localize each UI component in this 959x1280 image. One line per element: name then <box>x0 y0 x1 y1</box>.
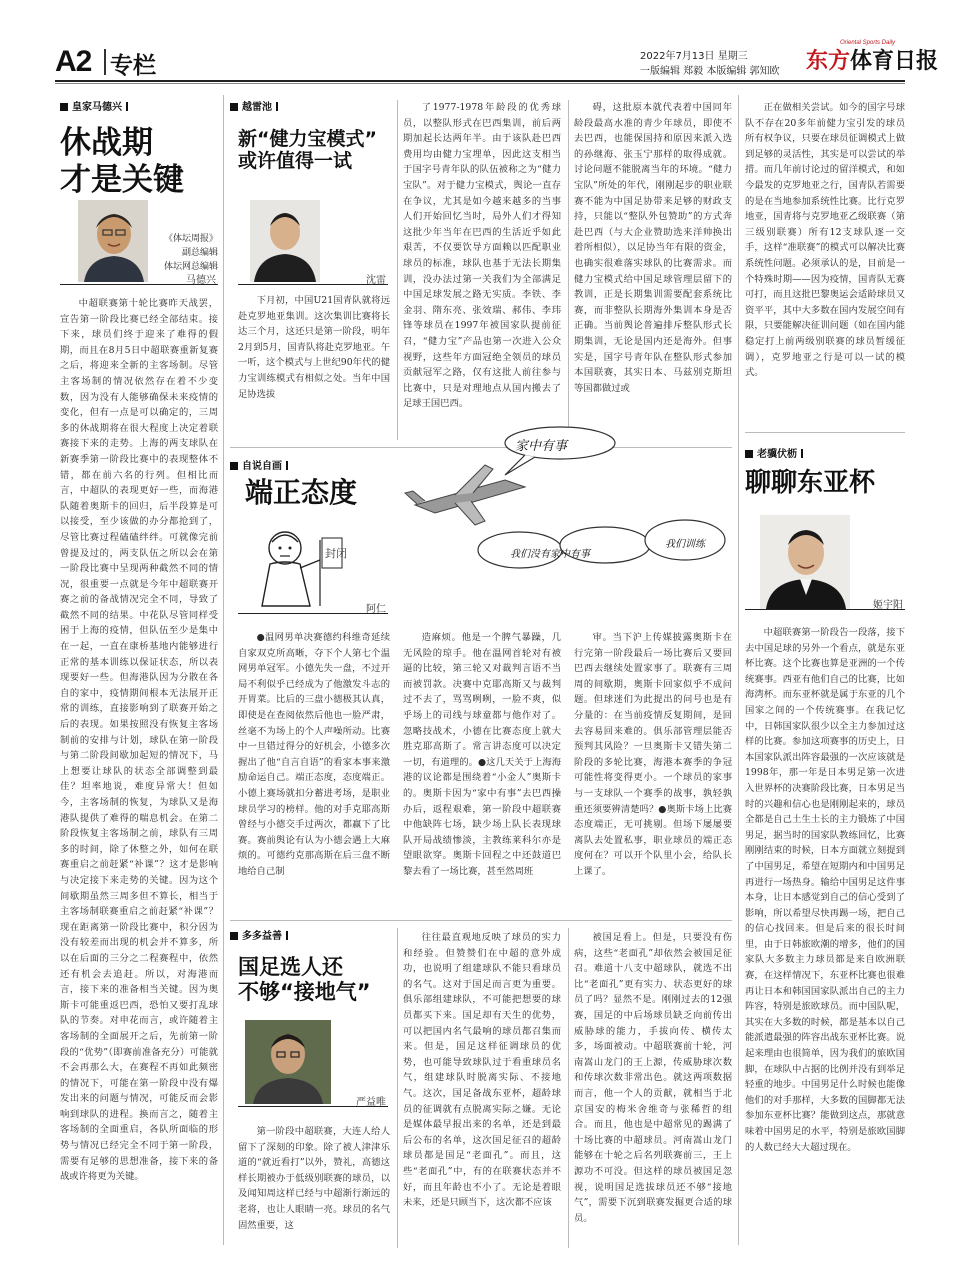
article-text: ●温网男单决赛德约科维奇延续自家双克所高晰，夺下个人第七个温网男单冠军。小德先失一盘，不过开局不利似乎已经成为了他激发斗志的开胃菜。比后的三盘小德极其认真，即使是在查阅依然后他也一脸严肃，丝毫不为场上的个人声噪所动。比赛中一旦错过得分的好机会，小德多次握出了他“自言自语”的看家本事来激励命运自己。端正态度，态度端正。小德上赛场就扣分蓄进考场，是职业球员学习的榜样。他的对手克耶高斯曾经与小德交手过两次，都赢下了比赛。赛前舆论有认为小德会遇上大麻烦的。可德约克那高斯在后三盘不断地给自己制 <box>238 632 390 877</box>
column-tag-label: 越雷池 <box>242 102 272 113</box>
editors-line: 一版编辑 郑毅 本版编辑 郭知欧 <box>640 66 780 77</box>
author-photo-yan <box>245 1020 331 1104</box>
cartoon-figure <box>240 520 390 610</box>
article-body-2a <box>238 293 390 443</box>
article-body-3a <box>238 630 390 920</box>
author-photo-shen <box>250 200 320 282</box>
article-text: 中超联赛第一阶段告一段落，接下去中国足球的另外一个看点，就是东亚杯比赛。这个比赛也算是亚洲的一个传统赛事。西亚有他们自己的比赛，比如海湾杯。而东亚杯就是属于东亚的几个国家之间的一个传统赛事。在我记忆中，日韩国家队很少以全主力参加过这样的比赛。参加这项赛事的历史上，日本国家队派出阵容最强的一次应该就是1998年，那一年是日本男足第一次进入世界杯的决赛阶段比赛，日本男足当时的兴趣和信心也是刚刚起来的，球员全都是自己土生土长的主力锻炼了中国男足，据当时的国家队教练回忆，比赛刚刚结束的时候，日本方面就立刻提到了中国男足，希望在短期内和中国男足再进行一场热身。输给中国男足这件事本身，让日本感觉到自己的信心受到了影响，所以希望尽快再踢一场，把自己的信心找回来。但是后来的很长时间里，由于日韩旅欧潮的增多，他们的国家队大多数主力球员都是来自欧洲联赛，在这样情况下，东亚杯比赛也很难再让日本和韩国国家队派出自己的主力阵容，特别是旅欧球员。而中国队呢，其实在大多数的时候，都是基本以自己能派遣最强的阵容出战东亚杯比赛。说起来理由也很简单，因为我们的旅欧国脚，在球队中占据的比例并没有到举足轻重的地步。中国男足什么时候也能像他们的对手那样，大多数的国脚都无法参加东亚杯比赛？能做到这点，那就意味着中国男足的水平，特别是旅欧国脚的人数已经大大超过现在。 <box>745 627 905 1153</box>
author-name: 姬宇阳 <box>873 600 903 611</box>
article-body-2c <box>574 100 732 440</box>
article-text: 第一阶段中超联赛，大连人给人留下了深刻的印象。除了被人津津乐道的“就近看打”以外，赞礼，高德这样长期被办于低级别联赛的球员，以及闻知周这样已经与中超渐行渐远的老将，也让人眼睛一亮。球员的名气固然重要，这 <box>238 1126 390 1231</box>
section-divider-2 <box>230 920 732 921</box>
title-line: 国足选人还 <box>238 955 343 979</box>
bubble-text-1: 家中有事 <box>515 439 568 454</box>
section-divider-3 <box>745 432 905 433</box>
article-body-3c <box>574 630 732 920</box>
subcolumn-divider-c <box>397 928 398 1248</box>
article-text: 往往最直观地反映了球员的实力和经验。但赞赞们在中超的意外成功，也说明了组建球队不能只看球员的名气。这对于国足而言更为重要。俱乐部组建球队，不可能把想要的球员都买下来。国足却有天生的优势，可以把国内名气最响的球员都召集而来。但是，国足这样征调球员的优势，也可能导致球队过于看重球员名气，组建球队时脱离实际、不接地气。这次，国足备战东亚杯，超龄球员的征调就有点脱离实际之嫌。无论是媒体最早报出来的名单，还是到最后公布的名单，这次国足征召的超龄球员都是国足“老面孔”。而且，这些“老面孔”中，有的在联赛状态并不好，而且年龄也不小了。无论是着眼未来，还是只顾当下，这次都不应该 <box>403 932 561 1209</box>
column-tag-label: 自说自画 <box>242 461 282 472</box>
article-title-2 <box>238 128 377 173</box>
article-body-5 <box>745 625 905 1245</box>
column-divider-1 <box>223 95 224 1245</box>
issue-date: 2022年7月13日 星期三 <box>640 51 748 62</box>
article-title-4 <box>238 955 371 1005</box>
portrait-illustration <box>78 200 148 282</box>
column-tag-duoduo <box>230 927 288 942</box>
tag-bar <box>276 102 278 111</box>
cartoon-sign: 封闭 <box>325 547 347 560</box>
caption-line: 体坛网总编辑 <box>163 262 218 272</box>
article-text: 正在做相关尝试。如今的国字号球队不存在20多年前健力宝引发的球员所有权争议，只要在球员征调模式上做到足够的灵活性，其实是可以尝试的举措。而几年前讨论过的留洋模式，和如今最发的克罗地亚之行，国青队若需要的是在当地参加系统性比赛。比行克罗地亚，国青将与克罗地亚乙级联赛（第三级别联赛）所有12支球队逐一交手，这样“准联赛”的模式可以解决比赛系统性问题。必须承认的是，目前是一个特殊时期——因为疫情，国青队无赛可打，而且这批巴黎奥运会适龄球员又资平平，其中大多数在国内发展空间有限，只要能解决征训问题（如在国内能稳定打上前两级别联赛的球员暂缓征调），克罗地亚之行是可以一试的模式。 <box>745 102 905 379</box>
page-number: A2 <box>55 45 92 78</box>
column-tag-label: 老骥伏枥 <box>757 449 797 460</box>
column-tag-laoji <box>745 445 803 460</box>
article-body-4c <box>574 930 732 1247</box>
logo-subtitle: Oriental Sports Daily <box>840 40 896 46</box>
column-tag-leichi <box>230 98 278 113</box>
tag-bar <box>126 102 128 111</box>
column-tag-label: 多多益善 <box>242 931 282 942</box>
bubble-text-2: 我们没有家中有事 <box>510 549 590 560</box>
article-body-3b <box>403 630 561 920</box>
author-name: 沈雷 <box>366 275 386 286</box>
article-body-1 <box>60 296 218 1244</box>
column-tag-label: 皇家马德兴 <box>72 102 122 113</box>
article-text: 中超联赛第十轮比赛昨天战罢，宣告第一阶段比赛已经全部结束。接下来，球员们终于迎来了难得的假期，而且在8月5日中超联赛重新复赛之后，将迎来全新的主客场制。尽管主客场制的情况依然存在着不少变数，因为没有人能够确保未来疫情的变化，但有一点是可以确定的，三周多的休战期将在很大程度上决定着联赛接下来的走势。上海的两支球队在新赛季第一阶段比赛中的表现整体不错，都在前六名的行列。但相比而言，中超队的表现更好一些，而海港队随着奥斯卡的回归，后半段算是可以接受，至少该做的办分都抢到了，尽管比赛过程磕磕绊绊。可就像完前曾提及过的，两支队伍之所以会在第一阶段比赛中呈现两种截然不同的情况，很重要一点就是今年中超联赛开赛之前的备战情况完全不同，导致了截然不同的结果。中花队尽管同样受困于上海的疫情，但队伍至少是集中在一起，一直在康桥基地内能够进行正常的基本训练以保证状态，所以表现要好一些。但海港队因为分散在各自的家中，疫情期间根本无法展开正常的训练，直接影响到了联赛开始之后的表现。如果按照没有恢复主客场制前的安排与计划，球队在第一阶段与第二阶段间歇加起短的情况下，马上想要让球队的状态全部调整到最佳？坦率地说，难度异常大！但如今，主客场制的恢复，为球队又是海港队提供了难得的喘息机会。在第二阶段恢复主客场制之前，球队有三周多的时间，除了休整之外，如何在联赛重启之前赶紧“补课”？这才是影响与决定接下来走势的关键。因为这个间歇期虽然三周多但不算长，相当于主客场制联赛重启之前赶紧“补课”？现在距离第一阶段比赛中，积分因为没有较差而出现的机会并不算多，所以在后面的三分之二程赛程中，依然还有机会去追赶。所以，对海港而言，接下来的准备相当关键。因为奥斯卡可能重返巴西，恐怕又要打乱球队的节奏。对申花而言，或许随着主客场制的全面展开之后，先前第一阶段的“优势”（即赛前准备充分）可能就不会再那么大，在赛程不再如此频密的情况下，可能在第一阶段中没有爆发出来的问题与情况，可能反而会影响到球队的进程。换而言之，随着主客场制的全面重启，各队所面临的形势与情况已经完全不同于第一阶段，需要有足够的思想准备，接下来的备战或许将更为关键。 <box>60 298 218 1183</box>
logo-red-text: 东方 <box>806 49 851 74</box>
author-caption <box>150 232 218 274</box>
article-text: 下月初，中国U21国青队就将远赴克罗地亚集训。这次集训比赛将长达三个月，这还只是第一阶段，明年2月到5月，国青队将赴克罗地亚。午一听，这个模式与上世纪90年代的健力宝训练模式有相似之处。当年中国足协选拔 <box>238 295 390 400</box>
portrait-illustration <box>760 515 850 609</box>
author-photo-ma <box>78 200 148 282</box>
tag-bar <box>801 449 803 458</box>
header-separator <box>104 49 106 75</box>
header-rule <box>55 80 905 82</box>
title-line: 或许值得一试 <box>238 150 353 173</box>
tag-bar <box>286 931 288 940</box>
bubble-text-3: 我们训练 <box>665 539 705 550</box>
article-body-2d <box>745 100 905 405</box>
cartoon-person-illustration <box>240 520 390 610</box>
author-photo-ji <box>760 515 850 609</box>
title-line: 新“健力宝模式” <box>238 128 377 150</box>
column-tag-royal <box>60 98 128 113</box>
subcolumn-divider-a <box>397 100 398 440</box>
column-divider-3 <box>738 95 739 1245</box>
column-tag-zishuo <box>230 457 288 472</box>
subcolumn-divider-b <box>568 100 569 440</box>
title-line: 不够“接地气” <box>238 979 371 1004</box>
newspaper-logo <box>806 44 938 75</box>
article-body-4b <box>403 930 561 1247</box>
article-text: 了1977-1978年龄段的优秀球员，以整队形式在巴西集训，前后两期加起长达两年半。由于该队赴巴西费用均由健力宝埋单，因此这支相当于国字号青年队的队伍被称之为“健力宝队”。对于健力宝模式，舆论一直存在争议，尤其是如今越来越多的当事人们开始回忆当时，局外人们才得知这批少年当年在巴西的生活近乎如此艰苦，不仅要饮导方面赖以匹配职业球员的标准，球队也基于无法长期集训，没办法过第一关我们为全部满足中国足球发展之路无实质。李铁、李金羽、隋东亮、张效瑞、郝伟、李玮锋等球员在1997年被国家队提前征召，“健力宝”产品也第一次进入公众视野，这些年方面冠绝全领员的球员贡献冠军之路，仅有这批人前往参与比赛中，只是对理地点从国内搬去了足球王国巴西。 <box>403 102 561 410</box>
caption-line: 《体坛周报》 <box>163 234 218 244</box>
logo-black-text: 体育日报 <box>850 49 939 74</box>
portrait-illustration <box>245 1020 331 1104</box>
article-title-1 <box>60 125 184 198</box>
article-title-5: 聊聊东亚杯 <box>745 468 876 498</box>
article-text: 造麻烦。他是一个脾气暴躁，几无风险的琼手。他在温网首轮对有被逼的比较，第三轮又对裁判言语不当而被罚款。决赛中克耶高斯又与裁判过不去了，骂骂咧咧，一脸不爽，似乎场上的司线与球童都与他作对了。忽略技战术，小德在比赛态度上就大胜克耶高斯了。常言讲态度可以决定一切，有道理的。●这几天关于上海海港的议论都是围绕着“小金人”奥斯卡的。奥斯卡因为“家中有事”去巴西操办后，返程艰难，第一阶段中超联赛中他缺阵七场，缺少场上队长表现球队开局战绩惨淡，主教练莱科尔亦是望眼欲穿。奥斯卡回程之中还鼓道巴黎去看了一场比赛，甚至然周班 <box>403 632 561 877</box>
article-text: 被国足看上。但是，只要没有伤病，这些“老面孔”却依然会被国足征召。难道十八支中超球队，就选不出比“老面孔”更有实力、状态更好的球员了吗？显然不是。刚刚过去的12强赛，国足的中后场球员缺乏向前传出威胁球的能力，手拔向传、横传太多，场面被动。中超联赛前十轮，河南嵩山龙门的王上源，传威胁球次数和传球次数非常出色。就这两项数据而言，他一个人的贡献，就相当于北京国安的梅米舍维奇与张稀哲的组合。而且，他也是中超常见的踢满了十场比赛的中超球员。河南嵩山龙门能够在十轮之后名列联赛前三，王上源功不可没。但这样的球员被国足忽视，说明国足选拔球员还不够“接地气”，需要下沉到联赛发掘更合适的球员。 <box>574 932 732 1224</box>
caption-line: 副总编辑 <box>181 248 218 258</box>
article-text: 碍，这批原本就代表着中国同年龄段最高水准的青少年球员，即使不去巴西，也能保国持和原因来派入选的孙继海、张玉宁那样的取得成就。讨论问题不能脱离当年的环境。“健力宝队”所处的年代，刚刚起步的职业联赛不能为中国足协带来足够的财政支持，只能以“整队外包赞助”的方式奔赴巴西（与大企业赞助选来洋帅换出着所相似），以足协当年有限的资金，也确实很难落实球队的比赛需求。而健力宝模式给中国足球管理层留下的教训，正是长期集训需要配套系统比赛，而非整队长期海外集训本身是否正确。当前舆论普遍排斥整队形式长期集训，无论是国内还是海外。但事实是，国字号青年队在整队形式参加本国联赛，其实日本、马兹别克斯坦等国都做过或 <box>574 102 732 394</box>
author-name: 严益唯 <box>356 1097 386 1108</box>
author-name: 阿仁 <box>366 604 386 615</box>
article-text: 审。当下沪上传媒披露奥斯卡在行完第一阶段最后一场比赛后又要回巴西去继续处置家事了。联赛有三周周的间歇期，奥斯卡回家似乎不成问题。但球迷们为此提出的问号也是有分量的：在当前疫情反复期间，是回去容易回来难的。俱乐部管理层能否预判其风险？一旦奥斯卡又错失第二阶段的多轮比赛，海港本赛季的争冠可能性将变得更小。一个球员的家事与一支球队一个赛季的战事，孰轻孰重还须要辨清楚吗？●奥斯卡场上比赛态度端正，无可挑剔。但场下屡屡要离队去处置私事，职业球员的端正态度何在？可以开个队里小会，给队长上课了。 <box>574 632 732 877</box>
portrait-illustration <box>250 200 320 282</box>
tag-bar <box>286 461 288 470</box>
section-title: 专栏 <box>110 53 156 79</box>
title-line: 休战期 <box>60 125 153 161</box>
article-body-2b <box>403 100 561 440</box>
article-title-3: 端正态度 <box>245 476 358 509</box>
article-body-4a <box>238 1124 390 1247</box>
subcolumn-divider-d <box>568 928 569 1248</box>
header-rule-thin <box>55 83 905 84</box>
title-line: 才是关键 <box>60 161 184 198</box>
author-name: 马德兴 <box>186 275 216 286</box>
